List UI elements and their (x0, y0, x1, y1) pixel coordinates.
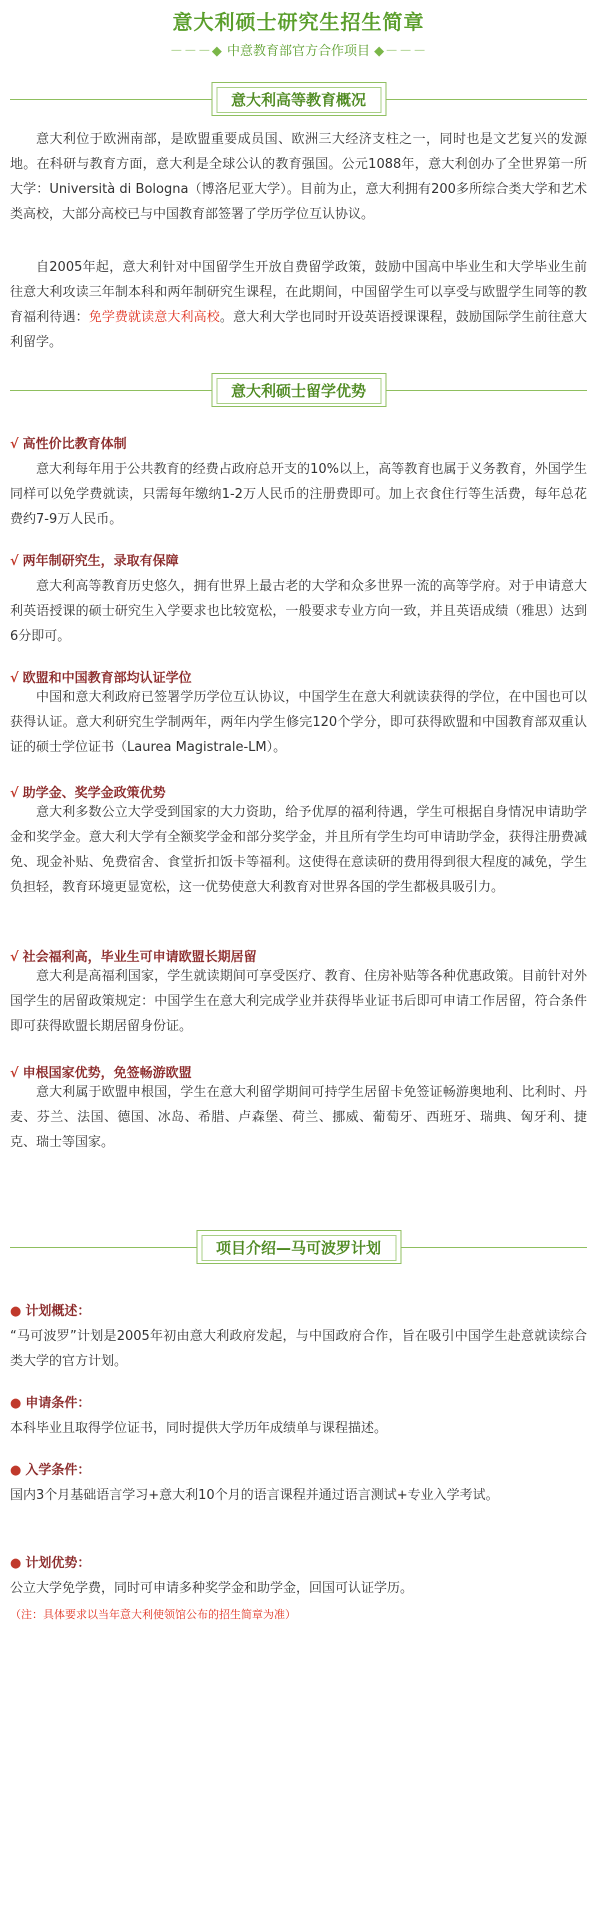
bullet-icon: ● (10, 1304, 22, 1319)
overview-paragraph-2-tail: 。意大利大学也同时开设英语授课课程，鼓励国际学生前往意大利留学。 (10, 310, 587, 350)
page-subtitle (0, 40, 597, 59)
project-item-text-2: 本科毕业且取得学位证书，同时提供大学历年成绩单与课程描述。 (10, 1421, 388, 1436)
heading-text: 项目介绍—马可波罗计划 (201, 1235, 396, 1261)
project-item-title-4: ● 计划优势： (10, 1556, 91, 1571)
section-heading-advantages (10, 373, 587, 409)
check-icon: √ (10, 950, 19, 965)
bullet-icon: ● (10, 1556, 22, 1571)
project-item-title-1: ● 计划概述： (10, 1304, 91, 1319)
advantage-text-3: 中国和意大利政府已签署学历学位互认协议，中国学生在意大利就读获得的学位，在中国也可以获得认证。意大利研究生学制两年，两年内学生修完120个学分，即可获得欧盟和中国教育部双重认证的硕士学位证书（Laurea Magistrale-LM）。 (10, 690, 587, 755)
subtitle-decoration-left: －－－◆ (169, 44, 223, 59)
project-item-text-3: 国内3个月基础语言学习+意大利10个月的语言课程并通过语言测试+专业入学考试。 (10, 1488, 499, 1503)
advantage-text-4: 意大利多数公立大学受到国家的大力资助，给予优厚的福利待遇，学生可根据自身情况申请助学金和奖学金。意大利大学有全额奖学金和部分奖学金，并且所有学生均可申请助学金，获得注册费减免、现金补贴、免费宿舍、食堂折扣饭卡等福利。这使得在意读研的费用得到很大程度的减免，学生负担轻，教育环境更显宽松，这一优势使意大利教育对世界各国的学生都极具吸引力。 (10, 805, 587, 895)
project-item-text-1: “马可波罗”计划是2005年初由意大利政府发起，与中国政府合作，旨在吸引中国学生赴意就读综合类大学的官方计划。 (10, 1329, 587, 1369)
advantage-title-2: √ 两年制研究生，录取有保障 (10, 554, 179, 569)
advantage-text-1: 意大利每年用于公共教育的经费占政府总开支的10%以上，高等教育也属于义务教育，外国学生同样可以免学费就读，只需每年缴纳1-2万人民币的注册费即可。加上衣食住行等生活费，每年总花费约7-9万人民币。 (10, 462, 587, 527)
advantage-title-4: √ 助学金、奖学金政策优势 (10, 786, 166, 801)
heading-text: 意大利高等教育概况 (216, 87, 381, 113)
advantage-title-3: √ 欧盟和中国教育部均认证学位 (10, 671, 192, 686)
advantage-title-1: √ 高性价比教育体制 (10, 437, 127, 452)
overview-paragraph-2 (10, 255, 587, 355)
advantage-title-5: √ 社会福利高，毕业生可申请欧盟长期居留 (10, 950, 257, 965)
section-heading-project (10, 1230, 587, 1266)
advantage-title-6: √ 申根国家优势，免签畅游欧盟 (10, 1066, 192, 1081)
free-tuition-highlight: 免学费就读意大利高校 (88, 310, 220, 325)
page-title: 意大利硕士研究生招生简章 (172, 10, 425, 34)
heading-frame (211, 82, 386, 116)
bullet-icon: ● (10, 1463, 22, 1478)
heading-text: 意大利硕士留学优势 (216, 378, 381, 404)
subtitle-text: 中意教育部官方合作项目 (226, 44, 370, 59)
project-item-title-3: ● 入学条件： (10, 1463, 91, 1478)
check-icon: √ (10, 671, 19, 686)
advantage-text-6: 意大利属于欧盟申根国，学生在意大利留学期间可持学生居留卡免签证畅游奥地利、比利时、丹麦、芬兰、法国、德国、冰岛、希腊、卢森堡、荷兰、挪威、葡萄牙、西班牙、瑞典、匈牙利、捷克、瑞士等国家。 (10, 1085, 587, 1150)
subtitle-decoration-right: ◆－－－ (374, 44, 428, 59)
section-heading-overview (10, 82, 587, 118)
advantage-text-5: 意大利是高福利国家，学生就读期间可享受医疗、教育、住房补贴等各种优惠政策。目前针对外国学生的居留政策规定：中国学生在意大利完成学业并获得毕业证书后即可申请工作居留，符合条件即可获得欧盟长期居留身份证。 (10, 969, 587, 1034)
heading-frame (196, 1230, 401, 1264)
check-icon: √ (10, 437, 19, 452)
project-item-text-4: 公立大学免学费，同时可申请多种奖学金和助学金，回国可认证学历。 (10, 1581, 414, 1596)
bullet-icon: ● (10, 1396, 22, 1411)
footnote: （注：具体要求以当年意大利使领馆公布的招生简章为准） (10, 1608, 296, 1621)
advantage-text-2: 意大利高等教育历史悠久，拥有世界上最古老的大学和众多世界一流的高等学府。对于申请意大利英语授课的硕士研究生入学要求也比较宽松，一般要求专业方向一致，并且英语成绩（雅思）达到6分即可。 (10, 579, 587, 644)
check-icon: √ (10, 554, 19, 569)
heading-frame (211, 373, 386, 407)
overview-paragraph-2-text: 自2005年起，意大利针对中国留学生开放自费留学政策，鼓励中国高中毕业生和大学毕业生前往意大利攻读三年制本科和两年制研究生课程，在此期间，中国留学生可以享受与欧盟学生同等的教育福利待遇： (10, 260, 587, 325)
project-item-title-2: ● 申请条件： (10, 1396, 91, 1411)
check-icon: √ (10, 786, 19, 801)
overview-paragraph-1: 意大利位于欧洲南部，是欧盟重要成员国、欧洲三大经济支柱之一，同时也是文艺复兴的发源地。在科研与教育方面，意大利是全球公认的教育强国。公元1088年，意大利创办了全世界第一所大学：Università di Bologna（博洛尼亚大学）。目前为止，意大利拥有200多所综合类大学和艺术类高校，大部分高校已与中国教育部签署了学历学位互认协议。 (10, 132, 587, 222)
check-icon: √ (10, 1066, 19, 1081)
